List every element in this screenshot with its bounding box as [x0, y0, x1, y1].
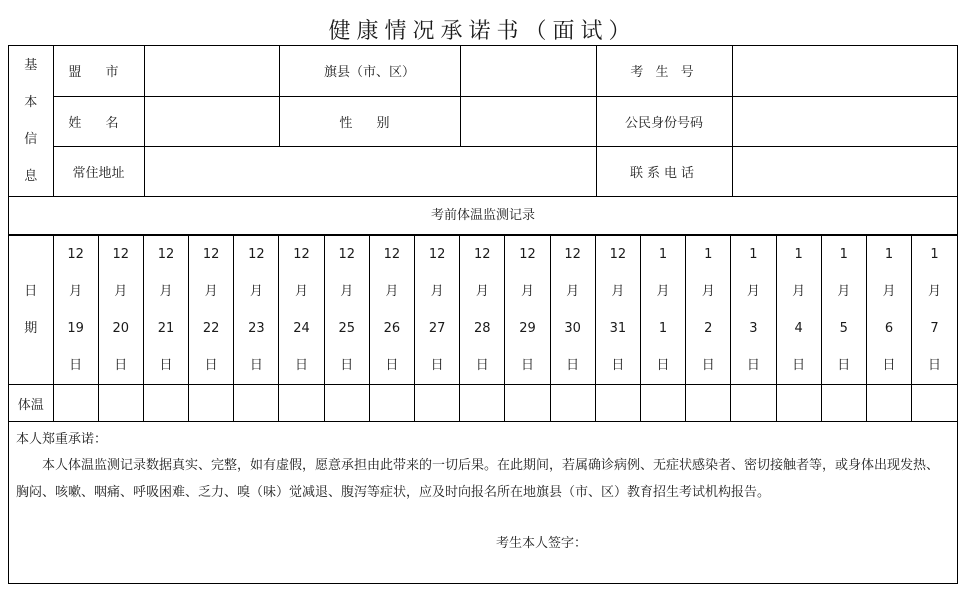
temperature-entry-cell[interactable]	[279, 385, 324, 422]
date-day: 28	[474, 321, 491, 336]
temperature-entry-cell[interactable]	[640, 385, 685, 422]
date-cell	[279, 236, 324, 385]
temperature-entry-cell[interactable]	[821, 385, 866, 422]
temp-row-label: 体温	[9, 385, 53, 422]
date-month: 1	[839, 247, 848, 262]
temperature-entry-cell[interactable]	[415, 385, 460, 422]
date-cell	[640, 236, 685, 385]
phone-field[interactable]	[732, 146, 957, 196]
date-day: 24	[293, 321, 310, 336]
date-month-char: 月	[792, 284, 806, 299]
date-month-char: 月	[882, 284, 896, 299]
date-month-char: 月	[475, 284, 489, 299]
date-day: 22	[202, 321, 220, 336]
date-month: 12	[157, 247, 175, 262]
date-month: 1	[794, 247, 803, 262]
basic-info-table	[9, 46, 957, 197]
page-title: 健康情况承诺书（面试）	[328, 19, 637, 44]
date-day-char: 日	[928, 358, 942, 373]
date-cell	[550, 236, 595, 385]
date-day-char: 日	[249, 358, 263, 373]
date-day: 19	[67, 321, 84, 336]
gender-field[interactable]	[460, 96, 596, 146]
date-cell	[369, 236, 414, 385]
temperature-table	[9, 235, 957, 422]
date-month-char: 月	[159, 284, 173, 299]
temperature-entry-cell[interactable]	[731, 385, 776, 422]
date-cell	[53, 236, 98, 385]
date-day: 30	[564, 321, 581, 336]
date-month: 12	[293, 247, 310, 262]
date-day: 1	[658, 321, 668, 336]
date-month-char: 月	[837, 284, 851, 299]
signature-label: 考生本人签字：	[496, 536, 588, 551]
date-month: 12	[428, 247, 446, 262]
date-cell	[98, 236, 143, 385]
date-cell	[324, 236, 369, 385]
date-month-char: 月	[114, 284, 128, 299]
temperature-entry-cell[interactable]	[595, 385, 640, 422]
date-cell	[821, 236, 866, 385]
date-day: 29	[519, 321, 536, 336]
date-month: 1	[930, 247, 939, 262]
date-cell	[234, 236, 279, 385]
date-day-char: 日	[746, 358, 760, 373]
temperature-entry-cell[interactable]	[234, 385, 279, 422]
commitment-heading: 本人郑重承诺：	[16, 432, 108, 447]
date-day-char: 日	[69, 358, 83, 373]
date-day-char: 日	[520, 358, 534, 373]
date-month-char: 月	[928, 284, 942, 299]
date-cell	[866, 236, 911, 385]
date-cell	[595, 236, 640, 385]
date-month: 12	[383, 247, 401, 262]
date-month: 1	[658, 247, 668, 262]
date-month-char: 月	[611, 284, 625, 299]
date-day: 7	[930, 321, 939, 336]
date-month: 12	[67, 247, 84, 262]
date-month: 12	[112, 247, 130, 262]
date-day-char: 日	[611, 358, 625, 373]
date-day-char: 日	[340, 358, 354, 373]
commitment-section	[9, 421, 957, 584]
commitment-body: 本人体温监测记录数据真实、完整，如有虚假，愿意承担由此带来的一切后果。在此期间，若属确诊病例、无症状感染者、密切接触者等，或身体出现发热、胸闷、咳嗽、咽痛、呼吸困难、乏力、嗅（味）觉减退、腹泻等症状，应及时向报名所在地旗县（市、区）教育招生考试机构报告。	[16, 458, 940, 500]
date-day: 31	[609, 321, 627, 336]
date-day-char: 日	[114, 358, 128, 373]
date-day-char: 日	[792, 358, 806, 373]
date-month-char: 月	[340, 284, 354, 299]
date-month: 12	[609, 247, 627, 262]
date-month-char: 月	[249, 284, 263, 299]
temperature-entry-cell[interactable]	[550, 385, 595, 422]
temperature-record-title: 考前体温监测记录	[9, 197, 957, 235]
date-day: 5	[839, 321, 848, 336]
date-month-char: 月	[385, 284, 399, 299]
gender-label: 性 别	[279, 96, 460, 146]
date-cell	[460, 236, 505, 385]
address-field[interactable]	[144, 146, 596, 196]
date-month: 12	[202, 247, 220, 262]
date-row-label: 日 期	[9, 236, 53, 385]
date-day-char: 日	[159, 358, 173, 373]
date-day: 21	[157, 321, 175, 336]
date-day: 3	[749, 321, 758, 336]
date-month: 12	[564, 247, 581, 262]
date-month: 12	[248, 247, 265, 262]
date-cell	[912, 236, 957, 385]
date-day-char: 日	[837, 358, 851, 373]
date-month: 12	[519, 247, 536, 262]
date-day-char: 日	[475, 358, 489, 373]
date-month-char: 月	[204, 284, 218, 299]
health-commitment-form	[8, 45, 958, 584]
date-day: 26	[383, 321, 401, 336]
date-day: 20	[112, 321, 130, 336]
date-day: 25	[338, 321, 355, 336]
banner-county-field[interactable]	[460, 46, 596, 96]
date-day-char: 日	[656, 358, 670, 373]
id-number-label: 公民身份号码	[596, 96, 732, 146]
date-month: 12	[338, 247, 355, 262]
date-cell	[731, 236, 776, 385]
date-month-char: 月	[656, 284, 670, 299]
date-day-char: 日	[701, 358, 715, 373]
temperature-entry-cell[interactable]	[912, 385, 957, 422]
date-day-char: 日	[204, 358, 218, 373]
exam-number-field[interactable]	[732, 46, 957, 96]
date-month-char: 月	[520, 284, 534, 299]
temperature-entry-cell[interactable]	[189, 385, 234, 422]
date-month: 1	[704, 247, 713, 262]
date-day-char: 日	[385, 358, 399, 373]
date-cell	[776, 236, 821, 385]
temperature-entry-cell[interactable]	[369, 385, 414, 422]
temperature-entry-cell[interactable]	[776, 385, 821, 422]
exam-number-label: 考 生 号	[596, 46, 732, 96]
date-month-char: 月	[701, 284, 715, 299]
date-cell	[189, 236, 234, 385]
temperature-entry-cell[interactable]	[505, 385, 550, 422]
date-cell	[415, 236, 460, 385]
date-month-char: 月	[69, 284, 83, 299]
date-day-char: 日	[566, 358, 580, 373]
temperature-entry-cell[interactable]	[866, 385, 911, 422]
name-label: 姓 名	[53, 96, 144, 146]
temperature-entry-cell[interactable]	[686, 385, 731, 422]
date-month: 12	[474, 247, 491, 262]
league-city-label: 盟 市	[53, 46, 144, 96]
date-cell	[143, 236, 188, 385]
date-day: 27	[428, 321, 446, 336]
date-day: 4	[794, 321, 803, 336]
date-month: 1	[884, 247, 894, 262]
temperature-entry-cell[interactable]	[143, 385, 188, 422]
date-day: 23	[248, 321, 265, 336]
date-day-char: 日	[430, 358, 444, 373]
date-month-char: 月	[746, 284, 760, 299]
date-day: 6	[884, 321, 894, 336]
date-cell	[686, 236, 731, 385]
date-month-char: 月	[295, 284, 309, 299]
temperature-entry-cell[interactable]	[460, 385, 505, 422]
name-field[interactable]	[144, 96, 279, 146]
date-day-char: 日	[882, 358, 896, 373]
date-month: 1	[749, 247, 758, 262]
banner-county-label: 旗县（市、区）	[279, 46, 460, 96]
league-city-field[interactable]	[144, 46, 279, 96]
phone-label: 联系电话	[596, 146, 732, 196]
temperature-entry-cell[interactable]	[98, 385, 143, 422]
date-cell	[505, 236, 550, 385]
date-day: 2	[704, 321, 713, 336]
temperature-entry-cell[interactable]	[53, 385, 98, 422]
basic-info-label: 基 本 信 息	[9, 46, 53, 196]
address-label: 常住地址	[53, 146, 144, 196]
date-month-char: 月	[566, 284, 580, 299]
id-number-field[interactable]	[732, 96, 957, 146]
temperature-entry-cell[interactable]	[324, 385, 369, 422]
date-month-char: 月	[430, 284, 444, 299]
date-day-char: 日	[295, 358, 309, 373]
